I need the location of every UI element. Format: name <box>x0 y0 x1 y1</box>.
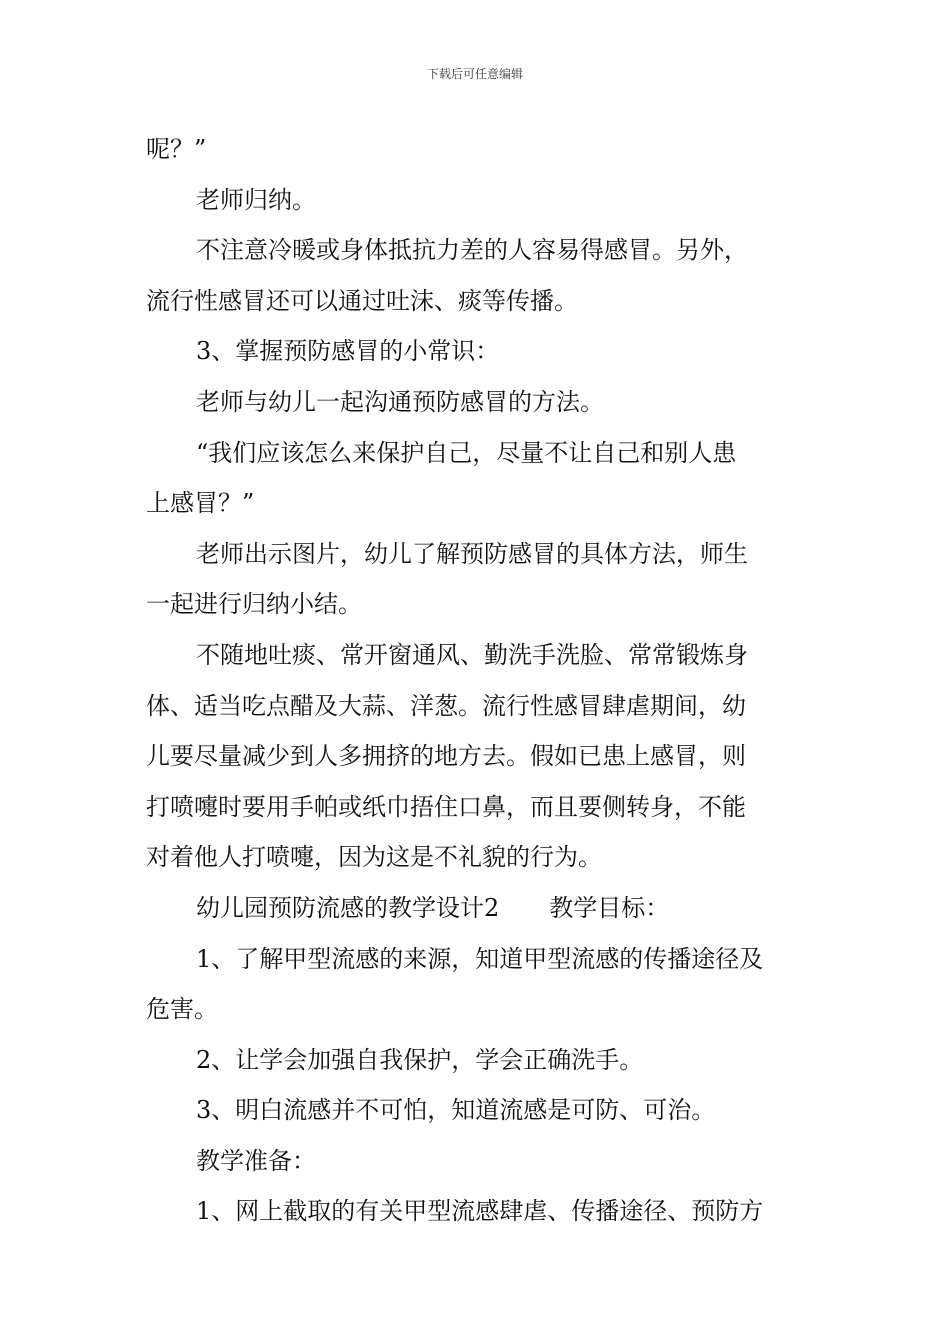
section-title: 幼儿园预防流感的教学设计2 <box>196 893 500 922</box>
text-line: 老师与幼儿一起沟通预防感冒的方法。 <box>196 387 604 416</box>
text-line: 3、掌握预防感冒的小常识： <box>196 337 500 366</box>
text-line: 上感冒？” <box>146 489 255 518</box>
text-line: 呢？” <box>146 135 207 163</box>
text-line: 1、了解甲型流感的来源，知道甲型流感的传播途径及 <box>196 944 764 973</box>
text-line: 老师归纳。 <box>196 185 316 214</box>
text-line: 一起进行归纳小结。 <box>146 590 362 619</box>
text-line: 教学准备： <box>196 1146 316 1175</box>
text-line: 不随地吐痰、常开窗通风、勤洗手洗脸、常常锻炼身 <box>196 640 748 669</box>
text-line: 对着他人打喷嚏，因为这是不礼貌的行为。 <box>146 843 602 872</box>
text-line: 儿要尽量减少到人多拥挤的地方去。假如已患上感冒，则 <box>146 742 746 771</box>
text-line: 体、适当吃点醋及大蒜、洋葱。流行性感冒肆虐期间，幼 <box>146 691 746 720</box>
section-heading-line <box>146 883 810 934</box>
text-line: 危害。 <box>146 995 218 1024</box>
page-header: 下载后可任意编辑 <box>426 67 523 81</box>
text-line: 3、明白流感并不可怕，知道流感是可防、可治。 <box>196 1096 716 1125</box>
document-body <box>146 124 810 1237</box>
text-line: 老师出示图片，幼儿了解预防感冒的具体方法，师生 <box>196 539 748 568</box>
section-subtitle: 教学目标： <box>549 893 670 922</box>
text-line: 流行性感冒还可以通过吐沫、痰等传播。 <box>146 286 578 315</box>
text-line: 2、让学会加强自我保护，学会正确洗手。 <box>196 1045 644 1074</box>
text-line: 打喷嚏时要用手帕或纸巾捂住口鼻，而且要侧转身，不能 <box>146 792 746 821</box>
text-line: 1、网上截取的有关甲型流感肆虐、传播途径、预防方 <box>196 1197 764 1226</box>
text-line: 不注意冷暖或身体抵抗力差的人容易得感冒。另外， <box>196 236 748 265</box>
text-line: “我们应该怎么来保护自己，尽量不让自己和别人患 <box>196 438 737 467</box>
